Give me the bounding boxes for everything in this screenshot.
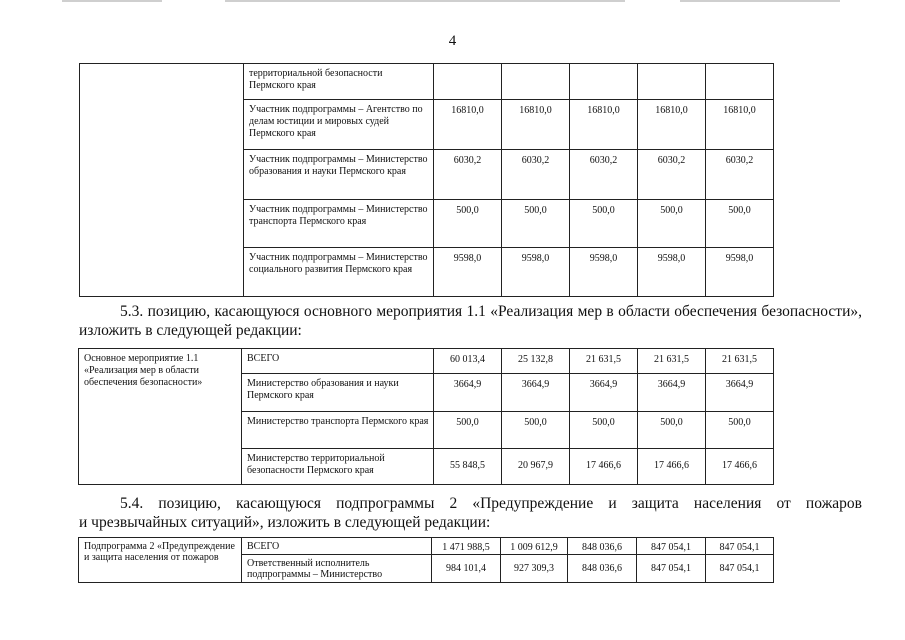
value-cell: 847 054,1 [637,555,706,583]
page-number: 4 [448,33,457,49]
row-label: Участник подпрограммы – Агентство по делам юстиции и мировых судей Пермского края [244,100,434,150]
value-cell: 16810,0 [570,100,638,150]
row-label: Участник подпрограммы – Министерство транспорта Пермского края [244,200,434,248]
measure-title: Основное мероприятие 1.1 «Реализация мер в области обеспечения безопасности» [79,349,242,485]
row-label: Министерство образования и науки Пермского края [242,374,434,412]
row-label: ВСЕГО [242,349,434,374]
value-cell: 17 466,6 [706,449,774,485]
value-cell: 500,0 [434,200,502,248]
subprogram-2-table [78,537,774,583]
table-row [79,349,774,374]
row-label: территориальной безопасности Пермского края [244,64,434,100]
row-label: Министерство территориальной безопасности Пермского края [242,449,434,485]
value-cell: 21 631,5 [638,349,706,374]
value-cell: 9598,0 [638,248,706,297]
value-cell: 500,0 [706,200,774,248]
row-label: Министерство транспорта Пермского края [242,412,434,449]
empty-cell [80,64,244,297]
value-cell: 3664,9 [638,374,706,412]
paragraph-5-4-line-2: и чрезвычайных ситуаций», изложить в следующей редакции: [79,514,491,531]
participants-table [79,63,774,297]
value-cell: 3664,9 [570,374,638,412]
value-cell: 9598,0 [570,248,638,297]
value-cell: 16810,0 [706,100,774,150]
value-cell [638,64,706,100]
value-cell: 500,0 [434,412,502,449]
value-cell: 16810,0 [638,100,706,150]
value-cell: 17 466,6 [638,449,706,485]
value-cell: 25 132,8 [502,349,570,374]
value-cell: 60 013,4 [434,349,502,374]
value-cell: 16810,0 [434,100,502,150]
row-label: Участник подпрограммы – Министерство образования и науки Пермского края [244,150,434,200]
row-label: Ответственный исполнитель подпрограммы – Министерство [242,555,432,583]
value-cell: 500,0 [638,200,706,248]
row-label: Участник подпрограммы – Министерство социального развития Пермского края [244,248,434,297]
value-cell: 20 967,9 [502,449,570,485]
value-cell: 848 036,6 [568,538,637,555]
paragraph-5-3-line-2: изложить в следующей редакции: [79,322,302,339]
value-cell: 500,0 [570,200,638,248]
value-cell [502,64,570,100]
scan-edge-mark [62,0,162,2]
value-cell: 500,0 [706,412,774,449]
value-cell: 984 101,4 [432,555,501,583]
value-cell: 500,0 [502,412,570,449]
table-row [80,64,774,100]
value-cell: 6030,2 [434,150,502,200]
value-cell: 6030,2 [502,150,570,200]
value-cell: 21 631,5 [570,349,638,374]
value-cell: 1 471 988,5 [432,538,501,555]
value-cell: 21 631,5 [706,349,774,374]
value-cell: 847 054,1 [637,538,706,555]
value-cell: 1 009 612,9 [501,538,568,555]
value-cell: 848 036,6 [568,555,637,583]
scan-edge-mark [680,0,840,2]
row-label: ВСЕГО [242,538,432,555]
value-cell: 500,0 [502,200,570,248]
value-cell: 9598,0 [502,248,570,297]
value-cell: 927 309,3 [501,555,568,583]
value-cell [434,64,502,100]
value-cell: 55 848,5 [434,449,502,485]
paragraph-5-4-line-1: 5.4. позицию, касающуюся подпрограммы 2 «Предупреждение и защита населения от пожаров [120,495,862,512]
table-row [79,538,774,555]
value-cell: 6030,2 [706,150,774,200]
value-cell: 6030,2 [638,150,706,200]
value-cell: 16810,0 [502,100,570,150]
subprogram-title: Подпрограмма 2 «Предупреждение и защита населения от пожаров [79,538,242,583]
paragraph-5-3-line-1: 5.3. позицию, касающуюся основного мероприятия 1.1 «Реализация мер в области обеспечения безопасности», [120,303,862,320]
value-cell: 17 466,6 [570,449,638,485]
value-cell: 3664,9 [706,374,774,412]
value-cell: 9598,0 [434,248,502,297]
value-cell: 9598,0 [706,248,774,297]
value-cell: 500,0 [570,412,638,449]
value-cell [570,64,638,100]
value-cell: 3664,9 [434,374,502,412]
measure-1-1-table [78,348,774,485]
value-cell: 847 054,1 [706,538,774,555]
value-cell: 500,0 [638,412,706,449]
value-cell [706,64,774,100]
value-cell: 3664,9 [502,374,570,412]
scan-edge-mark [225,0,625,2]
value-cell: 847 054,1 [706,555,774,583]
value-cell: 6030,2 [570,150,638,200]
